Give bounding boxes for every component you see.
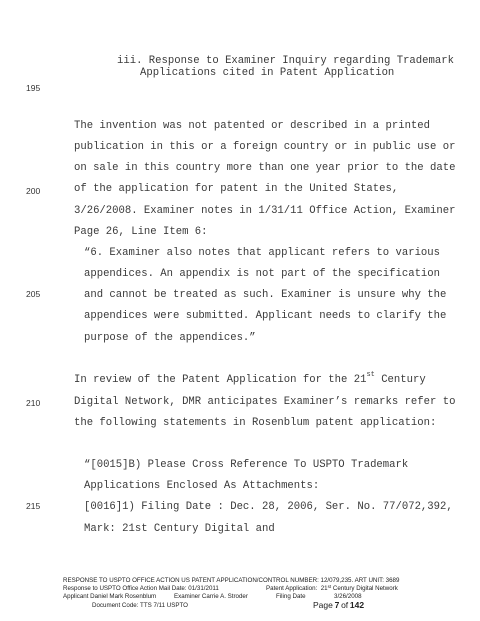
line-number: 205 bbox=[26, 289, 41, 299]
quote-text-line: purpose of the appendices.” bbox=[84, 332, 256, 344]
body-text-line: The invention was not patented or described in a printed bbox=[74, 120, 431, 132]
superscript: st bbox=[366, 371, 375, 379]
footer-patent-pre: 21 bbox=[320, 585, 328, 592]
section-heading-line2: Applications cited in Patent Application bbox=[140, 67, 395, 79]
footer-page-number bbox=[313, 600, 364, 610]
footer-doc-code: Document Code: TTS 7/11 USPTO bbox=[92, 602, 188, 609]
line-number: 210 bbox=[26, 398, 41, 408]
footer-mail-date: Response to USPTO Office Action Mail Date: 01/31/2011 bbox=[63, 585, 219, 592]
body-text-line: on sale in this country more than one year prior to the date bbox=[74, 162, 456, 174]
body-text-fragment: Century bbox=[374, 374, 426, 386]
quote-text-line: appendices were submitted. Applicant needs to clarify the bbox=[84, 310, 447, 322]
quote-text-line: Mark: 21st Century Digital and bbox=[84, 523, 275, 535]
footer-filing-date: 3/26/2008 bbox=[334, 593, 362, 600]
line-number: 195 bbox=[26, 83, 41, 93]
section-heading-line1: iii. Response to Examiner Inquiry regarding Trademark bbox=[117, 55, 454, 67]
body-text-line: the following statements in Rosenblum patent application: bbox=[74, 417, 437, 429]
footer-patent-application bbox=[266, 585, 398, 592]
quote-text-line: “[0015]B) Please Cross Reference To USPTO Trademark bbox=[84, 459, 409, 471]
line-number: 200 bbox=[26, 186, 41, 196]
body-text-fragment: In review of the Patent Application for the 21 bbox=[74, 374, 367, 386]
page-current: 7 bbox=[334, 600, 340, 610]
footer-examiner: Examiner Carrie A. Stroder bbox=[174, 593, 248, 600]
quote-text-line: “6. Examiner also notes that applicant refers to various bbox=[84, 247, 441, 259]
footer-applicant: Applicant Daniel Mark Rosenblum bbox=[63, 593, 157, 600]
body-text-line: 3/26/2008. Examiner notes in 1/31/11 Office Action, Examiner bbox=[74, 205, 456, 217]
quote-text-line: and cannot be treated as such. Examiner is unsure why the bbox=[84, 289, 447, 301]
page-total: 142 bbox=[349, 600, 365, 610]
body-text-line bbox=[74, 371, 426, 386]
body-text-line: of the application for patent in the United States, bbox=[74, 183, 399, 195]
quote-text-line: [0016]1) Filing Date : Dec. 28, 2006, Ser. No. 77/072,392, bbox=[84, 501, 453, 513]
footer-patent-label: Patent Application: bbox=[266, 585, 318, 592]
footer-line1: RESPONSE TO USPTO OFFICE ACTION US PATENT APPLICATION/CONTROL NUMBER: 12/079,235. ART UNIT: 3689 bbox=[63, 577, 400, 584]
body-text-line: Digital Network, DMR anticipates Examiner’s remarks refer to bbox=[74, 396, 456, 408]
body-text-line: Page 26, Line Item 6: bbox=[74, 226, 208, 238]
body-text-line: publication in this or a foreign country or in public use or bbox=[74, 141, 456, 153]
footer-patent-sup: st bbox=[327, 584, 332, 589]
page-label: Page bbox=[313, 600, 333, 610]
line-number: 215 bbox=[26, 501, 41, 511]
quote-text-line: Applications Enclosed As Attachments: bbox=[84, 480, 320, 492]
footer-filing-label: Filing Date bbox=[276, 593, 306, 600]
quote-text-line: appendices. An appendix is not part of the specification bbox=[84, 268, 441, 280]
footer-patent-post: Century Digital Network bbox=[331, 585, 398, 592]
page-of: of bbox=[341, 600, 349, 610]
